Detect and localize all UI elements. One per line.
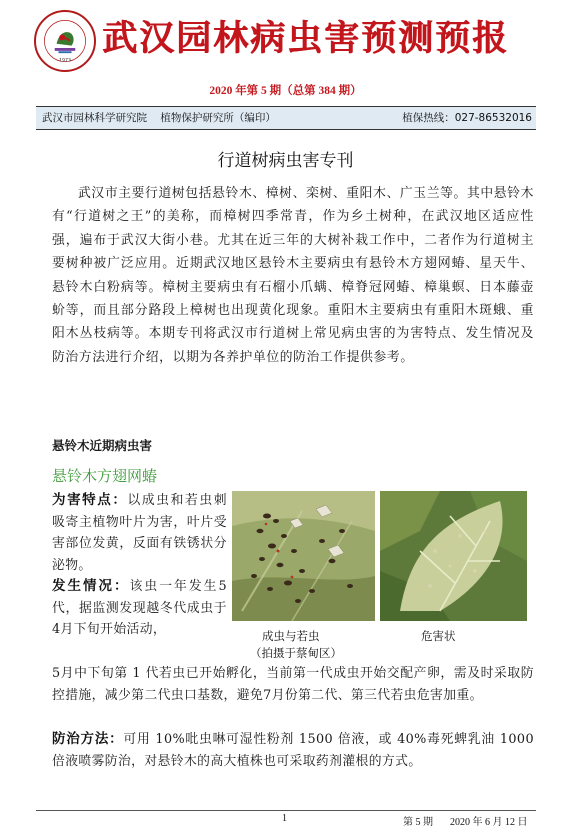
photo-adults-nymphs xyxy=(232,491,375,621)
caption-damage: 危害状 xyxy=(421,629,456,643)
control-methods xyxy=(52,729,534,772)
section-heading: 悬铃木近期病虫害 xyxy=(52,438,153,453)
caption-location-note: （拍摄于蔡甸区） xyxy=(250,646,342,660)
occurrence-info-part1 xyxy=(52,576,227,641)
occurrence-info-part2: 5月中下旬第 1 代若虫已开始孵化，当前第一代成虫开始交配产卵，需及时采取防控措施，减少第二代虫口基数，避免7月份第二代、第三代若虫危害加重。 xyxy=(52,666,534,703)
intro-paragraph: 武汉市主要行道树包括悬铃木、樟树、栾树、重阳木、广玉兰等。其中悬铃木有“行道树之王”的美称，而樟树四季常青，作为乡土树种，在武汉地区适应性强，遍布于武汉大街小巷。尤其在近三年的大树补栽工作中，二者作为行道树主要树种被广泛应用。近期武汉地区悬铃木主要病虫有悬铃木方翅网蝽、星天牛、悬铃木白粉病等。樟树主要病虫有石榴小爪螨、樟脊冠网蝽、樟巢螟、日本藤壶蚧等，而且部分路段上樟树也出现黄化现象。重阳木主要病虫有重阳木斑蛾、重阳木丛枝病等。本期专刊将武汉市行道树上常见病虫害的为害特点、发生情况及防治方法进行介绍，以期为各养护单位的防治工作提供参考。 xyxy=(52,186,534,365)
occurrence-text-part1: 该虫一年发生5代，据监测发现越冬代成虫于 4月下旬开始活动， xyxy=(52,579,227,637)
special-issue-title: 行道树病虫害专刊 xyxy=(217,151,354,171)
footer-divider xyxy=(36,810,536,811)
leaf-insects-photo-icon xyxy=(232,491,375,621)
footer-date: 2020 年 6 月 12 日 xyxy=(450,817,528,828)
damaged-leaf-photo-icon xyxy=(380,491,527,621)
publisher-text: 武汉市园林科学研究院 植物保护研究所（编印） xyxy=(42,112,276,124)
control-text: 可用 10%吡虫啉可湿性粉剂 1500 倍液，或 40%毒死蜱乳油 1000 倍液喷雾防治，对悬铃木的高大植株也可采取药剂灌根的方式。 xyxy=(52,732,534,769)
masthead-title: 武汉园林病虫害预测预报 xyxy=(102,18,510,59)
pest-name-heading: 悬铃木方翅网蝽 xyxy=(52,467,158,485)
institute-logo xyxy=(34,10,96,72)
svg-text:1973: 1973 xyxy=(59,58,71,64)
logo-emblem-icon xyxy=(36,12,94,70)
harm-characteristics xyxy=(52,490,227,576)
caption-adults-nymphs: 成虫与若虫 xyxy=(262,629,320,643)
occurrence-label: 发生情况： xyxy=(52,578,130,594)
harm-text: 以成虫和若虫刺吸寄主植物叶片为害，叶片受害部位发黄，反面有铁锈状分泌物。 xyxy=(52,493,227,573)
footer-issue: 第 5 期 xyxy=(403,817,433,828)
page-number: 1 xyxy=(282,813,287,824)
photo-damage-symptom xyxy=(380,491,527,621)
harm-label: 为害特点： xyxy=(52,492,128,508)
publisher-info-bar xyxy=(36,106,536,130)
issue-number: 2020 年第 5 期（总第 384 期） xyxy=(209,85,362,97)
hotline-text: 植保热线：027-86532016 xyxy=(402,112,532,124)
control-label: 防治方法： xyxy=(52,731,124,747)
